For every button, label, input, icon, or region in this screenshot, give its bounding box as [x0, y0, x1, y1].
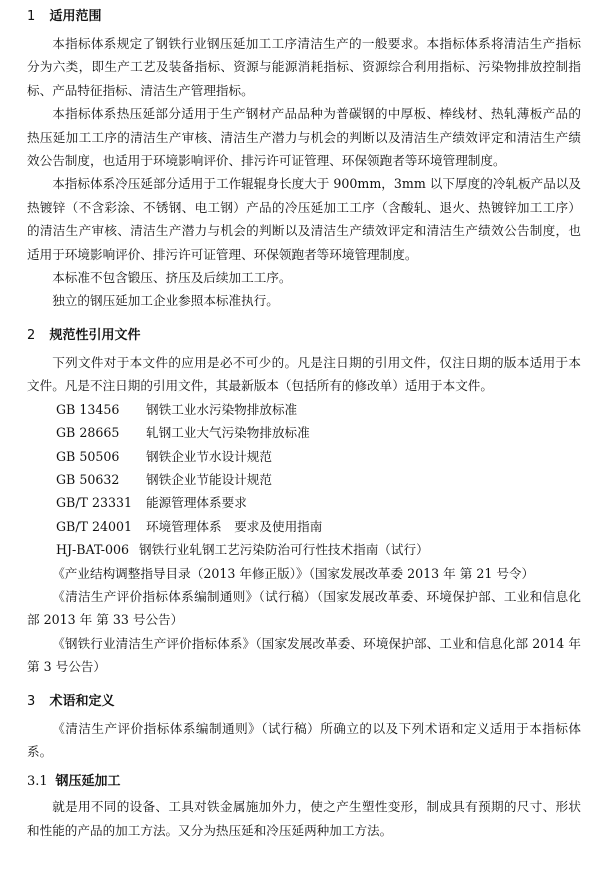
reference-code: GB/T 23331	[56, 495, 133, 511]
document-citation: 《钢铁行业清洁生产评价指标体系》（国家发展改革委、环境保护部、工业和信息化部 2014 年 第 3 号公告）	[27, 635, 581, 675]
reference-code: GB 50506	[56, 448, 120, 464]
section-1-heading	[27, 8, 581, 26]
reference-title: 能源管理体系要求	[146, 495, 247, 511]
paragraph: 本指标体系规定了钢铁行业钢压延加工工序清洁生产的一般要求。本指标体系将清洁生产指标分为六类，即生产工艺及装备指标、资源与能源消耗指标、资源综合利用指标、污染物排放控制指标、产品特征指标、清洁生产管理指标。	[27, 36, 581, 98]
section-title: 术语和定义	[49, 693, 115, 709]
paragraph: 《清洁生产评价指标体系编制通则》（试行稿）所确立的以及下列术语和定义适用于本指标体系。	[27, 720, 581, 759]
reference-item	[27, 445, 581, 468]
section-title: 适用范围	[49, 9, 102, 24]
paragraph: 本指标体系冷压延部分适用于工作辊辊身长度大于 900mm，3mm 以下厚度的冷轧板产品以及热镀锌（不含彩涂、不锈钢、电工钢）产品的冷压延加工工序（含酸轧、退火、热镀锌加工工序）的清洁生产审核、清洁生产潜力与机会的判断以及清洁生产绩效评定和清洁生产绩效公告制度，也适用于环境影响评价、排污许可证管理、环保领跑者等环境管理制度。	[27, 176, 581, 262]
reference-code: GB/T 24001	[56, 518, 133, 534]
paragraph: 下列文件对于本文件的应用是必不可少的。凡是注日期的引用文件，仅注日期的版本适用于本文件。凡是不注日期的引用文件，其最新版本（包括所有的修改单）适用于本文件。	[27, 354, 581, 394]
section-number: 1	[27, 9, 36, 24]
reference-item	[27, 515, 581, 538]
reference-code: GB 28665	[56, 425, 120, 441]
reference-title: 钢铁企业节水设计规范	[146, 448, 272, 464]
paragraph: 本指标体系热压延部分适用于生产钢材产品品种为普碳钢的中厚板、棒线材、热轧薄板产品的热压延加工工序的清洁生产审核、清洁生产潜力与机会的判断以及清洁生产绩效评定和清洁生产绩效公告制度，也适用于环境影响评价、排污许可证管理、环保领跑者等环境管理制度。	[27, 106, 581, 169]
reference-item	[27, 538, 581, 561]
section-title: 规范性引用文件	[49, 327, 141, 343]
reference-title: 钢铁行业轧钢工艺污染防治可行性技术指南（试行）	[139, 542, 429, 558]
section-number: 2	[27, 327, 36, 343]
subsection-number: 3.1	[27, 774, 48, 790]
paragraph: 就是用不同的设备、工具对铁金属施加外力，使之产生塑性变形，制成具有预期的尺寸、形状和性能的产品的加工方法。又分为热压延和冷压延两种加工方法。	[27, 799, 581, 838]
paragraph: 本标准不包含锻压、挤压及后续加工工序。	[52, 270, 292, 286]
subsection-title: 钢压延加工	[55, 774, 121, 790]
subsection-3-1-heading	[27, 773, 581, 791]
reference-item	[27, 421, 581, 444]
reference-title: 轧钢工业大气污染物排放标准	[146, 425, 310, 441]
reference-code: GB 50632	[56, 471, 120, 487]
reference-list	[27, 398, 581, 562]
paragraph: 独立的钢压延加工企业参照本标准执行。	[52, 293, 279, 309]
reference-title: 钢铁企业节能设计规范	[146, 471, 272, 487]
reference-item	[27, 491, 581, 514]
section-2-heading	[27, 327, 581, 345]
document-citation: 《清洁生产评价指标体系编制通则》（试行稿）（国家发展改革委、环境保护部、工业和信息化部 2013 年 第 33 号公告）	[27, 588, 581, 628]
reference-title: 环境管理体系 要求及使用指南	[146, 518, 323, 534]
reference-code: HJ-BAT-006	[56, 542, 130, 558]
reference-title: 钢铁工业水污染物排放标准	[146, 401, 298, 417]
section-3-heading	[27, 693, 581, 711]
document-citation: 《产业结构调整指导目录（2013 年修正版）》（国家发展改革委 2013 年 第 21 号令）	[52, 565, 535, 581]
reference-item	[27, 398, 581, 421]
section-number: 3	[27, 693, 36, 709]
reference-item	[27, 468, 581, 491]
reference-code: GB 13456	[56, 401, 120, 417]
